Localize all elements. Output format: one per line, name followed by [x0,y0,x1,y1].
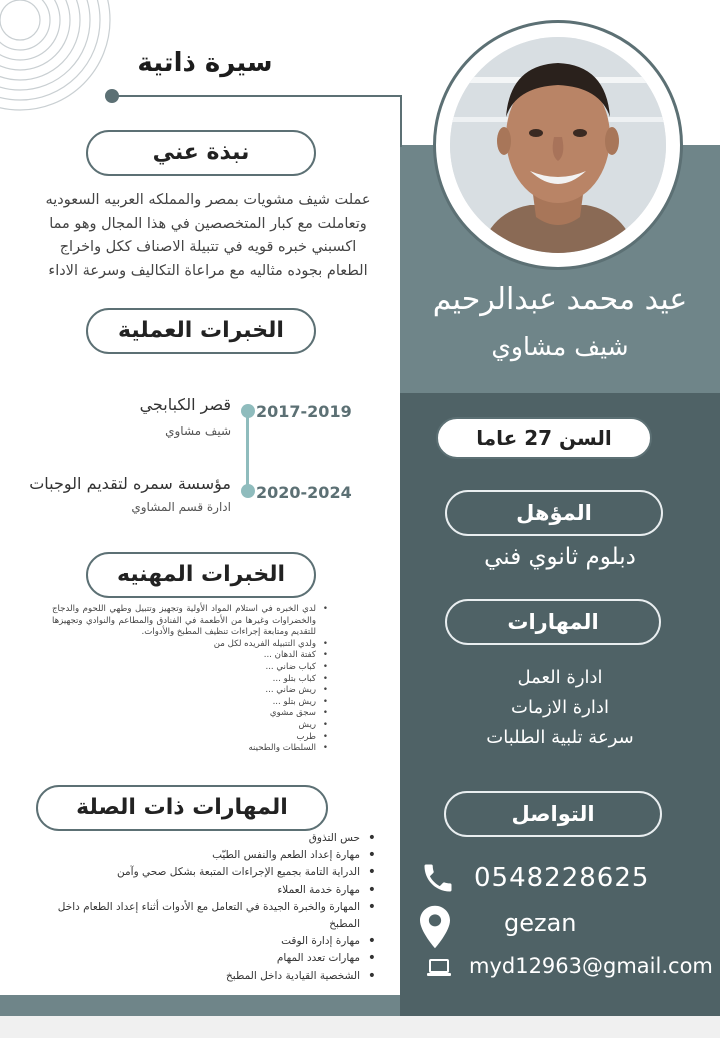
professional-heading: الخبرات المهنيه [86,552,316,598]
skill-item: سرعة تلبية الطلبات [486,727,634,748]
qualification-value: دبلوم ثانوي فني [484,544,636,570]
list-item: • ريش بتلو ... [52,697,328,709]
list-item: • ريش ضاني ... [52,685,328,697]
contact-heading: التواصل [444,791,662,837]
experience-role: ادارة قسم المشاوي [131,500,231,514]
list-item: • حس التذوق [40,830,378,847]
experience-role: شيف مشاوي [165,424,231,438]
qualification-heading: المؤهل [445,490,663,536]
list-item: • مهارات تعدد المهام [40,950,378,967]
related-skills-list [40,830,378,985]
list-item: • الدراية التامة بجميع الإجراءات المتبعة بشكل صحي وآمن [40,864,378,881]
timeline-dot [241,404,255,418]
experience-place: قصر الكبابجي [139,395,231,414]
age-badge: السن 27 عاما [436,417,652,459]
skill-item: ادارة الازمات [511,697,609,718]
experience-years: 2017-2019 [256,402,352,421]
list-item: • مهارة خدمة العملاء [40,882,378,899]
list-item: • سجق مشوي [52,708,328,720]
location-pin-icon [420,905,450,949]
email-value[interactable]: myd12963@gmail.com [469,954,713,978]
related-skills-heading: المهارات ذات الصلة [36,785,328,831]
experience-place: مؤسسة سمره لتقديم الوجبات [29,474,231,493]
list-item: • لدي الخبره في استلام المواد الأولية وتجهيز وتتبيل وطهي اللحوم والدجاج والخضراوات وغيرها من الأطعمة في الفنادق والمطاعم والنوادي وتجهيزها للتقديم ومتابعة إجراءات تنظيف المطبخ والأدوات. [52,604,328,639]
candidate-name: عيد محمد عبدالرحيم [432,282,688,317]
title-connector-vertical [400,95,402,147]
experience-years: 2020-2024 [256,483,352,502]
about-heading: نبذة عني [86,130,316,176]
footer-bar [0,995,400,1016]
page-title: سيرة ذاتية [137,48,273,78]
list-item: • مهارة إعداد الطعم والنفس الطيّب [40,847,378,864]
title-connector-line [112,95,402,97]
list-item: • كفتة الدهان ... [52,650,328,662]
decorative-arcs [0,0,115,120]
title-connector-dot [105,89,119,103]
list-item: • مهارة إدارة الوقت [40,933,378,950]
list-item: • كباب بتلو ... [52,674,328,686]
phone-value[interactable]: 0548228625 [474,863,650,893]
list-item: • طرب [52,732,328,744]
list-item: • الشخصية القيادية داخل المطبخ [40,968,378,985]
phone-icon [420,860,456,896]
timeline-dot [241,484,255,498]
list-item: • السلطات والطحينه [52,743,328,755]
experience-heading: الخبرات العملية [86,308,316,354]
skills-heading: المهارات [445,599,661,645]
bottom-strip [0,1016,720,1038]
skill-item: ادارة العمل [517,667,603,688]
about-text: عملت شيف مشويات بمصر والمملكه العربيه السعوديه وتعاملت مع كبار المتخصصين في هذا المجال وهو مما اكسبني خبره قويه في تتبيلة الاصناف ككل واخراج الطعام بجوده مثاليه مع مراعاة التكاليف وسرعة الاداء [45,192,371,279]
list-item: • ولدي التتبيله الفريده لكل من [52,639,328,651]
portrait-illustration [450,37,666,253]
list-item: • ريش [52,720,328,732]
list-item: • المهارة والخبرة الجيدة في التعامل مع الأدوات أثناء إعداد الطعام داخل المطبخ [40,899,378,933]
laptop-icon [425,957,453,979]
list-item: • كباب ضاني ... [52,662,328,674]
timeline-line [246,407,249,493]
location-value: gezan [504,909,577,937]
profile-photo [450,37,666,253]
professional-list [52,604,328,755]
candidate-job-title: شيف مشاوي [491,332,629,361]
